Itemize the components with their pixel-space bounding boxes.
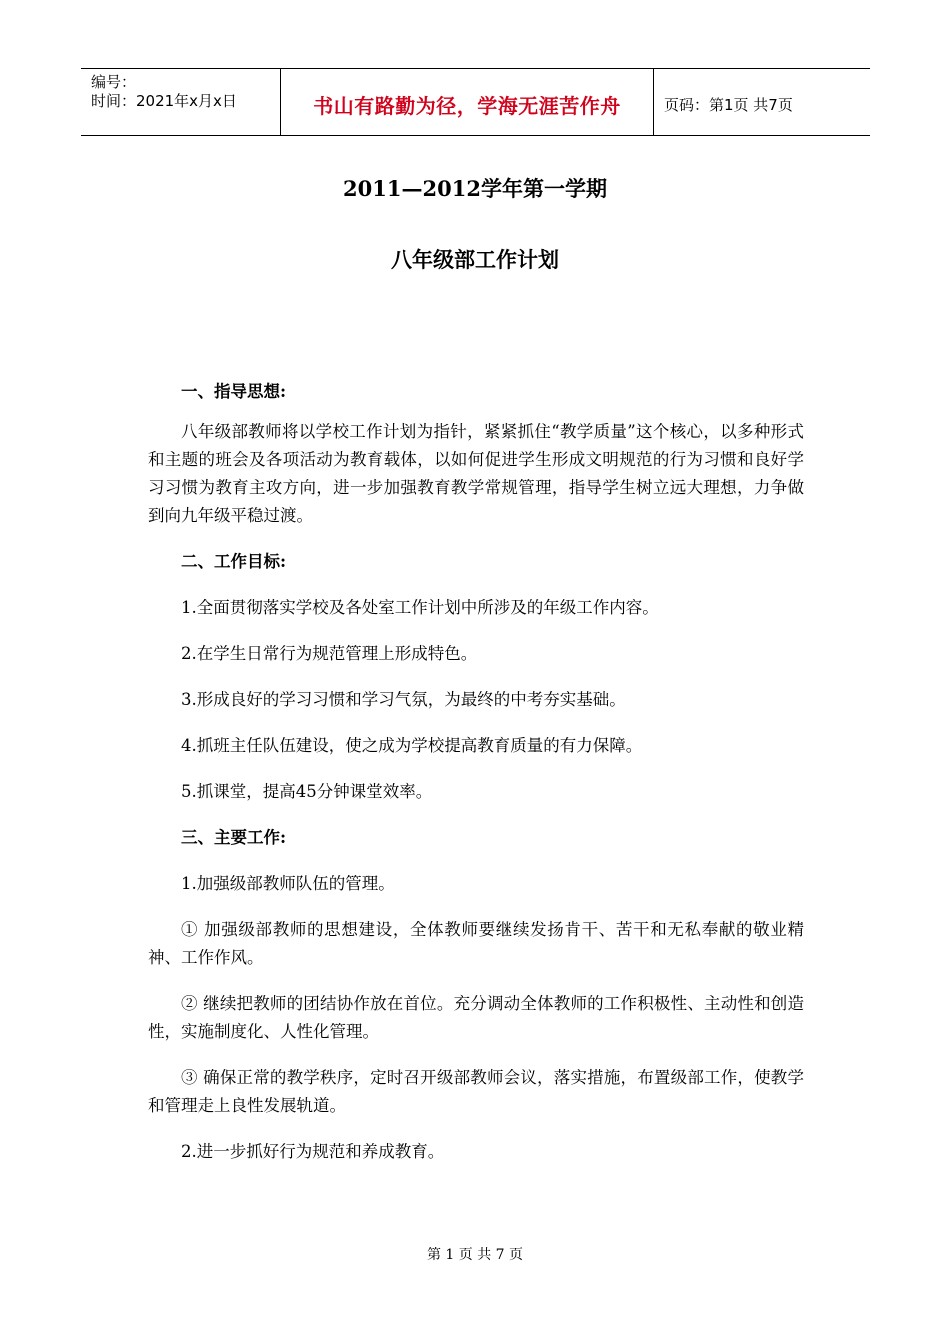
page-footer: 第 1 页 共 7 页 (426, 1247, 524, 1263)
document-title-line2: 八年级部工作计划 (391, 247, 559, 272)
section-heading-work-goals: 二、工作目标: (181, 552, 287, 571)
page-info: 页码：第1页 共7页 (664, 95, 793, 114)
goal-item: 1.全面贯彻落实学校及各处室工作计划中所涉及的年级工作内容。 (181, 598, 659, 617)
goal-item: 4.抓班主任队伍建设，使之成为学校提高教育质量的有力保障。 (181, 736, 643, 755)
goal-item: 5.抓课堂，提高45分钟课堂效率。 (181, 782, 433, 801)
goal-item: 2.在学生日常行为规范管理上形成特色。 (181, 644, 478, 663)
main-work-subitem: ③ 确保正常的教学秩序，定时召开级部教师会议，落实措施，布置级部工作，使教学和管理走上良性发展轨道。 (148, 1068, 804, 1115)
date-line: 时间：2021年x月x日 (91, 92, 237, 110)
header-meta-cell (81, 69, 281, 135)
document-title-line1: 2011—2012学年第一学期 (343, 176, 607, 201)
section-heading-guiding-ideology: 一、指导思想: (181, 382, 287, 401)
serial-label: 编号： (91, 73, 137, 91)
main-work-item: 2.进一步抓好行为规范和养成教育。 (181, 1142, 445, 1161)
header-motto-cell (281, 69, 654, 135)
goal-item: 3.形成良好的学习习惯和学习气氛，为最终的中考夯实基础。 (181, 690, 626, 709)
main-work-subitem: ① 加强级部教师的思想建设，全体教师要继续发扬肯干、苦干和无私奉献的敬业精神、工作作风。 (148, 920, 804, 967)
document-header (81, 68, 870, 136)
document-body (148, 378, 804, 1166)
main-work-subitem: ② 继续把教师的团结协作放在首位。充分调动全体教师的工作积极性、主动性和创造性，实施制度化、人性化管理。 (148, 994, 804, 1041)
main-work-item: 1.加强级部教师队伍的管理。 (181, 874, 395, 893)
header-page-cell (654, 69, 870, 135)
motto: 书山有路勤为径，学海无涯苦作舟 (313, 93, 621, 118)
section-heading-main-work: 三、主要工作: (181, 828, 287, 847)
paragraph-guiding-ideology: 八年级部教师将以学校工作计划为指针，紧紧抓住“教学质量”这个核心，以多种形式和主题的班会及各项活动为教育载体，以如何促进学生形成文明规范的行为习惯和良好学习习惯为教育主攻方向，进一步加强教育教学常规管理，指导学生树立远大理想，力争做到向九年级平稳过渡。 (148, 422, 804, 525)
